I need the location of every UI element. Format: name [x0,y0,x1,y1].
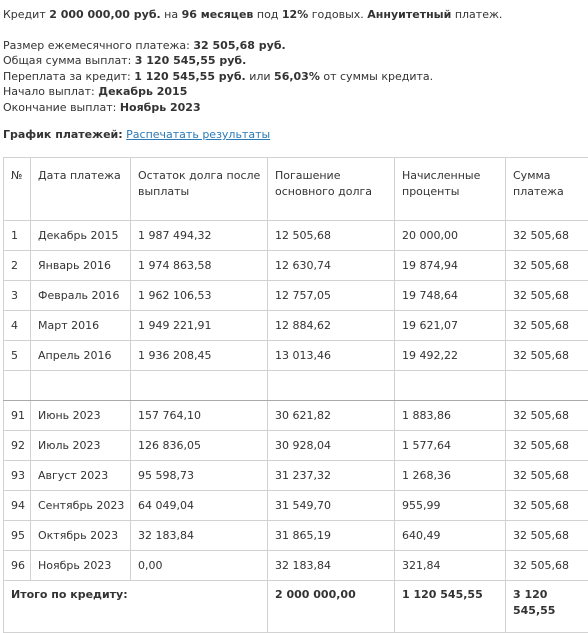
cell-balance: 1 962 106,53 [131,281,268,311]
cell-date: Февраль 2016 [31,281,131,311]
rows-omitted-separator [4,371,588,401]
cell-principal: 30 928,04 [268,431,395,461]
cell-balance: 1 949 221,91 [131,311,268,341]
cell-balance: 95 598,73 [131,461,268,491]
total-payment: 3 120 545,55 [506,581,588,633]
cell-balance: 1 987 494,32 [131,221,268,251]
cell-date: Сентябрь 2023 [31,491,131,521]
cell-date: Ноябрь 2023 [31,551,131,581]
total-row [4,581,588,633]
cell-number: 95 [4,521,31,551]
cell-number: 93 [4,461,31,491]
cell-interest: 640,49 [395,521,506,551]
cell-payment: 32 505,68 [506,461,588,491]
cell-date: Декабрь 2015 [31,221,131,251]
cell-balance: 1 936 208,45 [131,341,268,371]
cell-balance: 0,00 [131,551,268,581]
payment-schedule-table [3,157,588,633]
table-row [4,311,588,341]
header-balance: Остаток долга после выплаты [131,158,268,221]
cell-interest: 955,99 [395,491,506,521]
cell-date: Январь 2016 [31,251,131,281]
cell-number: 3 [4,281,31,311]
cell-interest: 19 748,64 [395,281,506,311]
schedule-title: График платежей: [3,128,123,141]
cell-balance: 1 974 863,58 [131,251,268,281]
cell-number: 1 [4,221,31,251]
cell-principal: 12 630,74 [268,251,395,281]
cell-payment: 32 505,68 [506,521,588,551]
header-number: № [4,158,31,221]
cell-principal: 12 505,68 [268,221,395,251]
cell-balance: 64 049,04 [131,491,268,521]
cell-interest: 1 883,86 [395,401,506,431]
loan-description: Кредит 2 000 000,00 руб. на 96 месяцев под 12% годовых. Аннуитетный платеж. [3,7,502,23]
header-interest: Начисленные проценты [395,158,506,221]
payments-start: Начало выплат: Декабрь 2015 [3,84,502,100]
cell-payment: 32 505,68 [506,251,588,281]
print-results-link[interactable]: Распечатать результаты [126,128,270,141]
cell-date: Август 2023 [31,461,131,491]
total-principal: 2 000 000,00 [268,581,395,633]
cell-date: Июль 2023 [31,431,131,461]
cell-principal: 12 884,62 [268,311,395,341]
cell-number: 5 [4,341,31,371]
loan-summary [3,7,502,115]
cell-principal: 31 549,70 [268,491,395,521]
cell-interest: 19 492,22 [395,341,506,371]
cell-principal: 32 183,84 [268,551,395,581]
cell-payment: 32 505,68 [506,311,588,341]
cell-interest: 19 621,07 [395,311,506,341]
cell-principal: 30 621,82 [268,401,395,431]
cell-number: 92 [4,431,31,461]
table-row [4,221,588,251]
cell-number: 96 [4,551,31,581]
cell-payment: 32 505,68 [506,221,588,251]
cell-date: Июнь 2023 [31,401,131,431]
cell-payment: 32 505,68 [506,281,588,311]
monthly-payment: Размер ежемесячного платежа: 32 505,68 руб. [3,38,502,54]
cell-date: Октябрь 2023 [31,521,131,551]
table-row [4,461,588,491]
total-label: Итого по кредиту: [4,581,268,633]
cell-principal: 31 865,19 [268,521,395,551]
cell-date: Март 2016 [31,311,131,341]
table-row [4,521,588,551]
cell-interest: 1 268,36 [395,461,506,491]
cell-payment: 32 505,68 [506,551,588,581]
total-interest: 1 120 545,55 [395,581,506,633]
header-date: Дата платежа [31,158,131,221]
table-row [4,491,588,521]
cell-number: 94 [4,491,31,521]
cell-interest: 1 577,64 [395,431,506,461]
cell-principal: 31 237,32 [268,461,395,491]
table-header-row [4,158,588,221]
schedule-header [3,128,270,141]
cell-balance: 32 183,84 [131,521,268,551]
header-payment: Сумма платежа [506,158,588,221]
header-principal: Погашение основного долга [268,158,395,221]
cell-number: 91 [4,401,31,431]
cell-balance: 126 836,05 [131,431,268,461]
total-payments: Общая сумма выплат: 3 120 545,55 руб. [3,53,502,69]
payments-end: Окончание выплат: Ноябрь 2023 [3,100,502,116]
cell-payment: 32 505,68 [506,431,588,461]
cell-payment: 32 505,68 [506,491,588,521]
table-row [4,341,588,371]
cell-principal: 13 013,46 [268,341,395,371]
cell-date: Апрель 2016 [31,341,131,371]
cell-interest: 321,84 [395,551,506,581]
cell-payment: 32 505,68 [506,341,588,371]
table-row [4,281,588,311]
cell-number: 2 [4,251,31,281]
table-row [4,551,588,581]
cell-interest: 20 000,00 [395,221,506,251]
cell-interest: 19 874,94 [395,251,506,281]
cell-payment: 32 505,68 [506,401,588,431]
table-row [4,251,588,281]
cell-principal: 12 757,05 [268,281,395,311]
cell-balance: 157 764,10 [131,401,268,431]
table-row [4,401,588,431]
cell-number: 4 [4,311,31,341]
table-row [4,431,588,461]
overpayment: Переплата за кредит: 1 120 545,55 руб. или 56,03% от суммы кредита. [3,69,502,85]
